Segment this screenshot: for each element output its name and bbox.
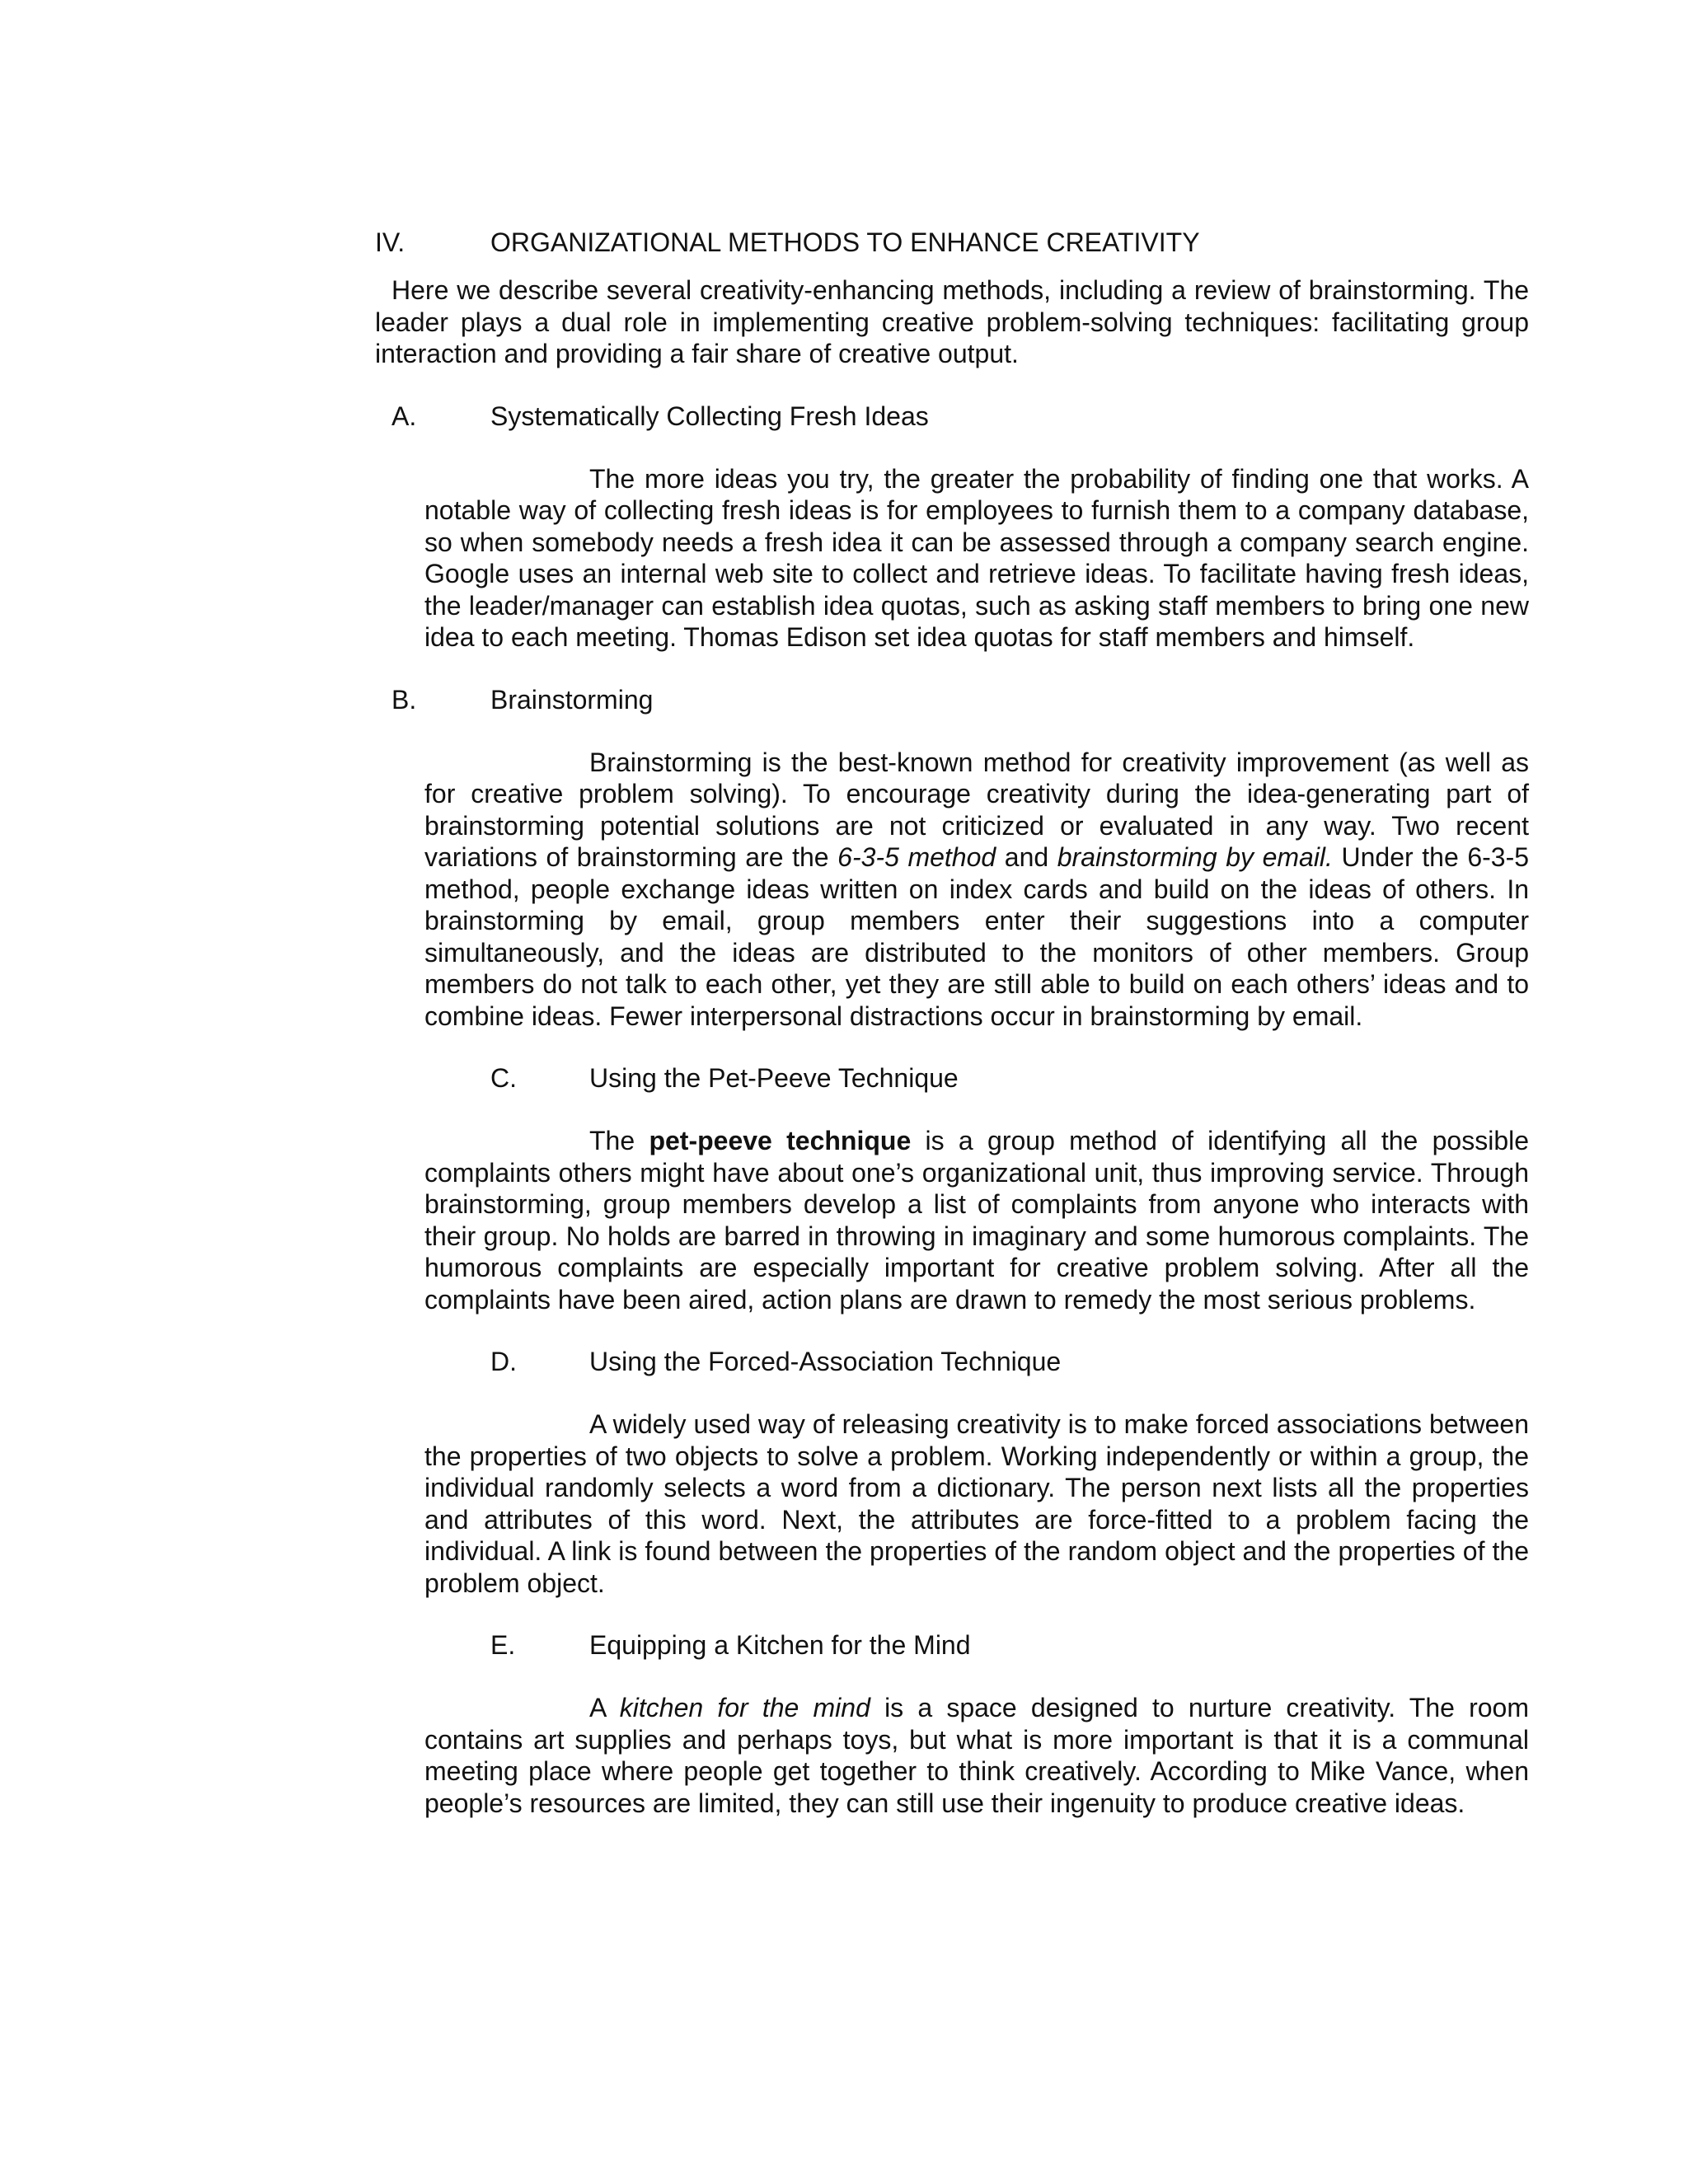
subsection-body-e — [424, 1692, 1529, 1819]
italic-term: 6-3-5 method — [837, 842, 996, 872]
section-heading — [375, 227, 1529, 260]
italic-term: kitchen for the mind — [619, 1693, 870, 1722]
body-text: and — [996, 842, 1057, 872]
document-page — [375, 227, 1529, 1819]
subsection-body-d: A widely used way of releasing creativity is to make forced associations between the properties of two objects to solve a problem. Working independently or within a group, the individual randomly selects a word from a dictionary. The person next lists all the properties and attributes of this word. Next, the attributes are force-fitted to a problem facing the individual. A link is found between the properties of the random object and the properties of the problem object. — [424, 1409, 1529, 1598]
subsection-title: Brainstorming — [490, 684, 654, 715]
subsection-letter: A. — [392, 401, 417, 431]
body-text: A — [589, 1693, 620, 1722]
body-text: is a group method of identifying all the possible complaints others might have about one’s organizational unit, thus improving service. Through brainstorming, group members develop a list of complaints from anyone who interacts with their group. No holds are barred in throwing in imaginary and some humorous complaints. The humorous complaints are especially important for creative problem solving. After all the complaints have been aired, action plans are drawn to remedy the most serious problems. — [424, 1126, 1530, 1315]
subsection-heading-b — [392, 684, 1529, 717]
subsection-heading-a — [392, 401, 1529, 434]
subsection-heading-c — [490, 1062, 1529, 1095]
body-text: is a space designed to nurture creativity. The room contains art supplies and perhaps toys, but what is more important is that it is a communal meeting place where people get together to think creatively. According to Mike Vance, when people’s resources are limited, they can still use their ingenuity to produce creative ideas. — [424, 1693, 1530, 1818]
subsection-heading-e — [490, 1629, 1529, 1662]
section-number: IV. — [375, 227, 406, 257]
body-text: Under the 6-3-5 method, people exchange ideas written on index cards and build on the ideas of others. In brainstorming by email, group members enter their suggestions into a computer simultaneously, and the ideas are distributed to the monitors of other members. Group members do not talk to each other, yet they are still able to build on each others’ ideas and to combine ideas. Fewer interpersonal distractions occur in brainstorming by email. — [424, 842, 1530, 1031]
subsection-body-a: The more ideas you try, the greater the probability of finding one that works. A notable way of collecting fresh ideas is for employees to furnish them to a company database, so when somebody needs a fresh idea it can be assessed through a company search engine. Google uses an internal web site to collect and retrieve ideas. To facilitate having fresh ideas, the leader/manager can establish idea quotas, such as asking staff members to bring one new idea to each meeting. Thomas Edison set idea quotas for staff members and himself. — [424, 463, 1529, 652]
bold-term: pet-peeve technique — [649, 1126, 912, 1155]
subsection-letter: E. — [490, 1630, 516, 1660]
body-text: Brainstorming is the best-known method for creativity improvement (as well as for creative problem solving). To encourage creativity during the idea-generating part of brainstorming potential solutions are not criticized or evaluated in any way. Two recent variations of brainstorming are the — [424, 747, 1529, 872]
subsection-letter: D. — [490, 1347, 517, 1376]
section-title: ORGANIZATIONAL METHODS TO ENHANCE CREATIVITY — [490, 227, 1200, 257]
subsection-title: Systematically Collecting Fresh Ideas — [490, 401, 929, 431]
body-text: The — [589, 1126, 649, 1155]
subsection-body-b — [424, 747, 1529, 1033]
italic-term: brainstorming by email. — [1057, 842, 1333, 872]
subsection-heading-d — [490, 1346, 1529, 1379]
subsection-letter: B. — [392, 684, 417, 715]
subsection-letter: C. — [490, 1063, 517, 1093]
subsection-title: Equipping a Kitchen for the Mind — [589, 1630, 971, 1660]
intro-paragraph: Here we describe several creativity-enhancing methods, including a review of brainstorming. The leader plays a dual role in implementing creative problem-solving techniques: facilitating group interaction and providing a fair share of creative output. — [375, 275, 1529, 368]
subsection-body-c — [424, 1125, 1529, 1315]
subsection-title: Using the Pet-Peeve Technique — [589, 1063, 959, 1093]
subsection-title: Using the Forced-Association Technique — [589, 1347, 1062, 1376]
